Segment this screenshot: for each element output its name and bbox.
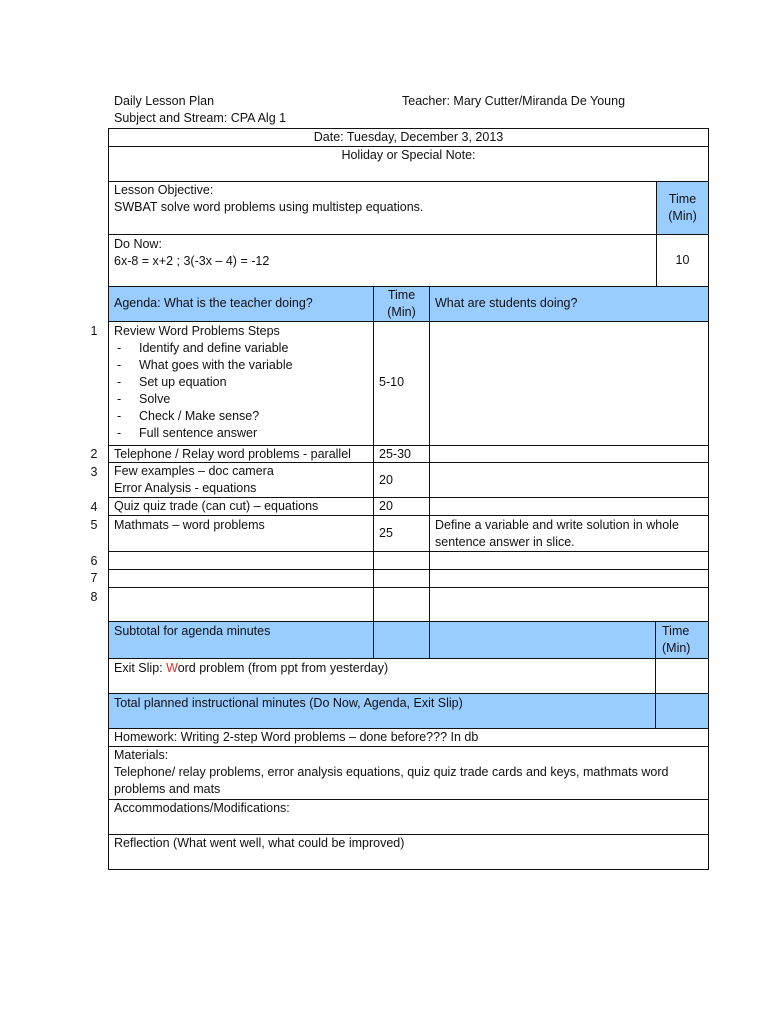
agenda-row-3-line2: Error Analysis - equations — [114, 481, 257, 495]
agenda-bullet: - Set up equation — [114, 374, 368, 391]
agenda-time-label: Time — [387, 288, 416, 302]
reflection-cell — [108, 834, 709, 870]
agenda-bullet: - Identify and define variable — [114, 340, 368, 357]
agenda-row-2-teacher — [108, 445, 374, 463]
row-number-4: 4 — [90, 500, 98, 514]
agenda-row-8-teacher — [108, 587, 374, 622]
min-label: (Min) — [668, 209, 697, 223]
agenda-row-1-students — [429, 321, 709, 446]
total-minutes-label: Total planned instructional minutes (Do Now, Agenda, Exit Slip) — [114, 696, 463, 710]
agenda-row-4-teacher — [108, 497, 374, 516]
agenda-teacher-header — [108, 286, 374, 322]
lesson-plan-title: Daily Lesson Plan — [114, 94, 215, 108]
agenda-row-5-time-value: 25 — [379, 526, 393, 540]
agenda-row-1-time — [373, 321, 430, 446]
subject-stream: Subject and Stream: CPA Alg 1 — [114, 111, 287, 125]
total-minutes-time-cell — [655, 693, 709, 729]
agenda-row-2-text: Telephone / Relay word problems - parallel — [114, 447, 351, 461]
row-number-7: 7 — [90, 571, 98, 585]
accommodations-label: Accommodations/Modifications: — [114, 801, 290, 815]
agenda-row-5-students-line2: sentence answer in slice. — [435, 535, 575, 549]
materials-line2: problems and mats — [114, 782, 221, 796]
agenda-time-header — [373, 286, 430, 322]
agenda-row-1-teacher — [108, 321, 374, 446]
agenda-row-2-students — [429, 445, 709, 463]
agenda-row-5-students — [429, 515, 709, 552]
agenda-bullet: - Solve — [114, 391, 368, 408]
row-number-6: 6 — [90, 554, 98, 568]
time-label: Time — [668, 192, 697, 206]
agenda-row-3-time — [373, 462, 430, 498]
materials-label: Materials: — [114, 748, 169, 762]
row-number-1: 1 — [90, 324, 98, 338]
agenda-row-8-time — [373, 587, 430, 622]
agenda-row-5-text: Mathmats – word problems — [114, 518, 265, 532]
do-now-time: 10 — [675, 253, 690, 267]
holiday-label: Holiday or Special Note: — [341, 148, 476, 162]
objective-time-header — [656, 181, 709, 235]
materials-line1: Telephone/ relay problems, error analysis equations, quiz quiz trade cards and keys, mathmats word — [114, 765, 669, 779]
row-number-3: 3 — [90, 465, 98, 479]
agenda-row-6-students — [429, 551, 709, 570]
row-number-2: 2 — [90, 447, 98, 461]
agenda-row-3-time-value: 20 — [379, 473, 393, 487]
subtotal-time-header — [655, 621, 709, 659]
exit-slip-rest: ord problem (from ppt from yesterday) — [177, 661, 389, 675]
materials-cell — [108, 746, 709, 800]
agenda-bullet: - Full sentence answer — [114, 425, 368, 442]
do-now-text: 6x-8 = x+2 ; 3(-3x – 4) = -12 — [114, 254, 270, 268]
subtotal-min-label: (Min) — [662, 641, 691, 655]
agenda-row-3-line1: Few examples – doc camera — [114, 464, 274, 478]
agenda-row-4-time-value: 20 — [379, 499, 393, 513]
teacher-name: Teacher: Mary Cutter/Miranda De Young — [402, 94, 626, 108]
agenda-row-5-students-line1: Define a variable and write solution in whole — [435, 518, 679, 532]
agenda-row-6-teacher — [108, 551, 374, 570]
agenda-row-8-students — [429, 587, 709, 622]
exit-slip-prefix: Exit Slip: — [114, 661, 167, 675]
agenda-row-5-teacher — [108, 515, 374, 552]
objective-text: SWBAT solve word problems using multistep equations. — [114, 200, 424, 214]
subtotal-label-cell — [108, 621, 374, 659]
exit-slip-red-letter: W — [166, 661, 178, 675]
date-cell — [108, 128, 709, 147]
holiday-cell — [108, 146, 709, 182]
agenda-row-4-text: Quiz quiz trade (can cut) – equations — [114, 499, 319, 513]
exit-slip-time-cell — [655, 658, 709, 694]
agenda-row-3-teacher — [108, 462, 374, 498]
objective-label: Lesson Objective: — [114, 183, 214, 197]
agenda-teacher-label: Agenda: What is the teacher doing? — [114, 296, 313, 310]
agenda-row-1-title: Review Word Problems Steps — [114, 324, 280, 338]
subtotal-time-cell — [373, 621, 430, 659]
agenda-students-header — [429, 286, 709, 322]
homework-cell — [108, 728, 709, 747]
agenda-row-7-teacher — [108, 569, 374, 588]
objective-cell — [108, 181, 657, 235]
agenda-row-7-time — [373, 569, 430, 588]
agenda-row-7-students — [429, 569, 709, 588]
do-now-cell — [108, 234, 657, 287]
agenda-row-4-students — [429, 497, 709, 516]
reflection-label: Reflection (What went well, what could be improved) — [114, 836, 405, 850]
total-minutes-cell — [108, 693, 656, 729]
agenda-min-label: (Min) — [387, 305, 416, 319]
agenda-row-1-time-value: 5-10 — [379, 375, 405, 389]
agenda-row-2-time-value: 25-30 — [379, 447, 411, 461]
agenda-row-2-time — [373, 445, 430, 463]
agenda-bullet: - What goes with the variable — [114, 357, 368, 374]
row-number-8: 8 — [90, 590, 98, 604]
agenda-row-3-students — [429, 462, 709, 498]
subtotal-time-label: Time — [662, 624, 690, 638]
agenda-bullet: - Check / Make sense? — [114, 408, 368, 425]
do-now-label: Do Now: — [114, 237, 162, 251]
accommodations-cell — [108, 799, 709, 835]
homework-text: Homework: Writing 2-step Word problems – done before??? In db — [114, 730, 479, 744]
date-text: Date: Tuesday, December 3, 2013 — [313, 130, 504, 144]
subtotal-label: Subtotal for agenda minutes — [114, 624, 271, 638]
row-number-5: 5 — [90, 518, 98, 532]
agenda-row-5-time — [373, 515, 430, 552]
subtotal-blank-cell — [429, 621, 656, 659]
exit-slip-cell — [108, 658, 656, 694]
agenda-row-6-time — [373, 551, 430, 570]
agenda-row-4-time — [373, 497, 430, 516]
agenda-students-label: What are students doing? — [435, 296, 578, 310]
do-now-time-cell — [656, 234, 709, 287]
